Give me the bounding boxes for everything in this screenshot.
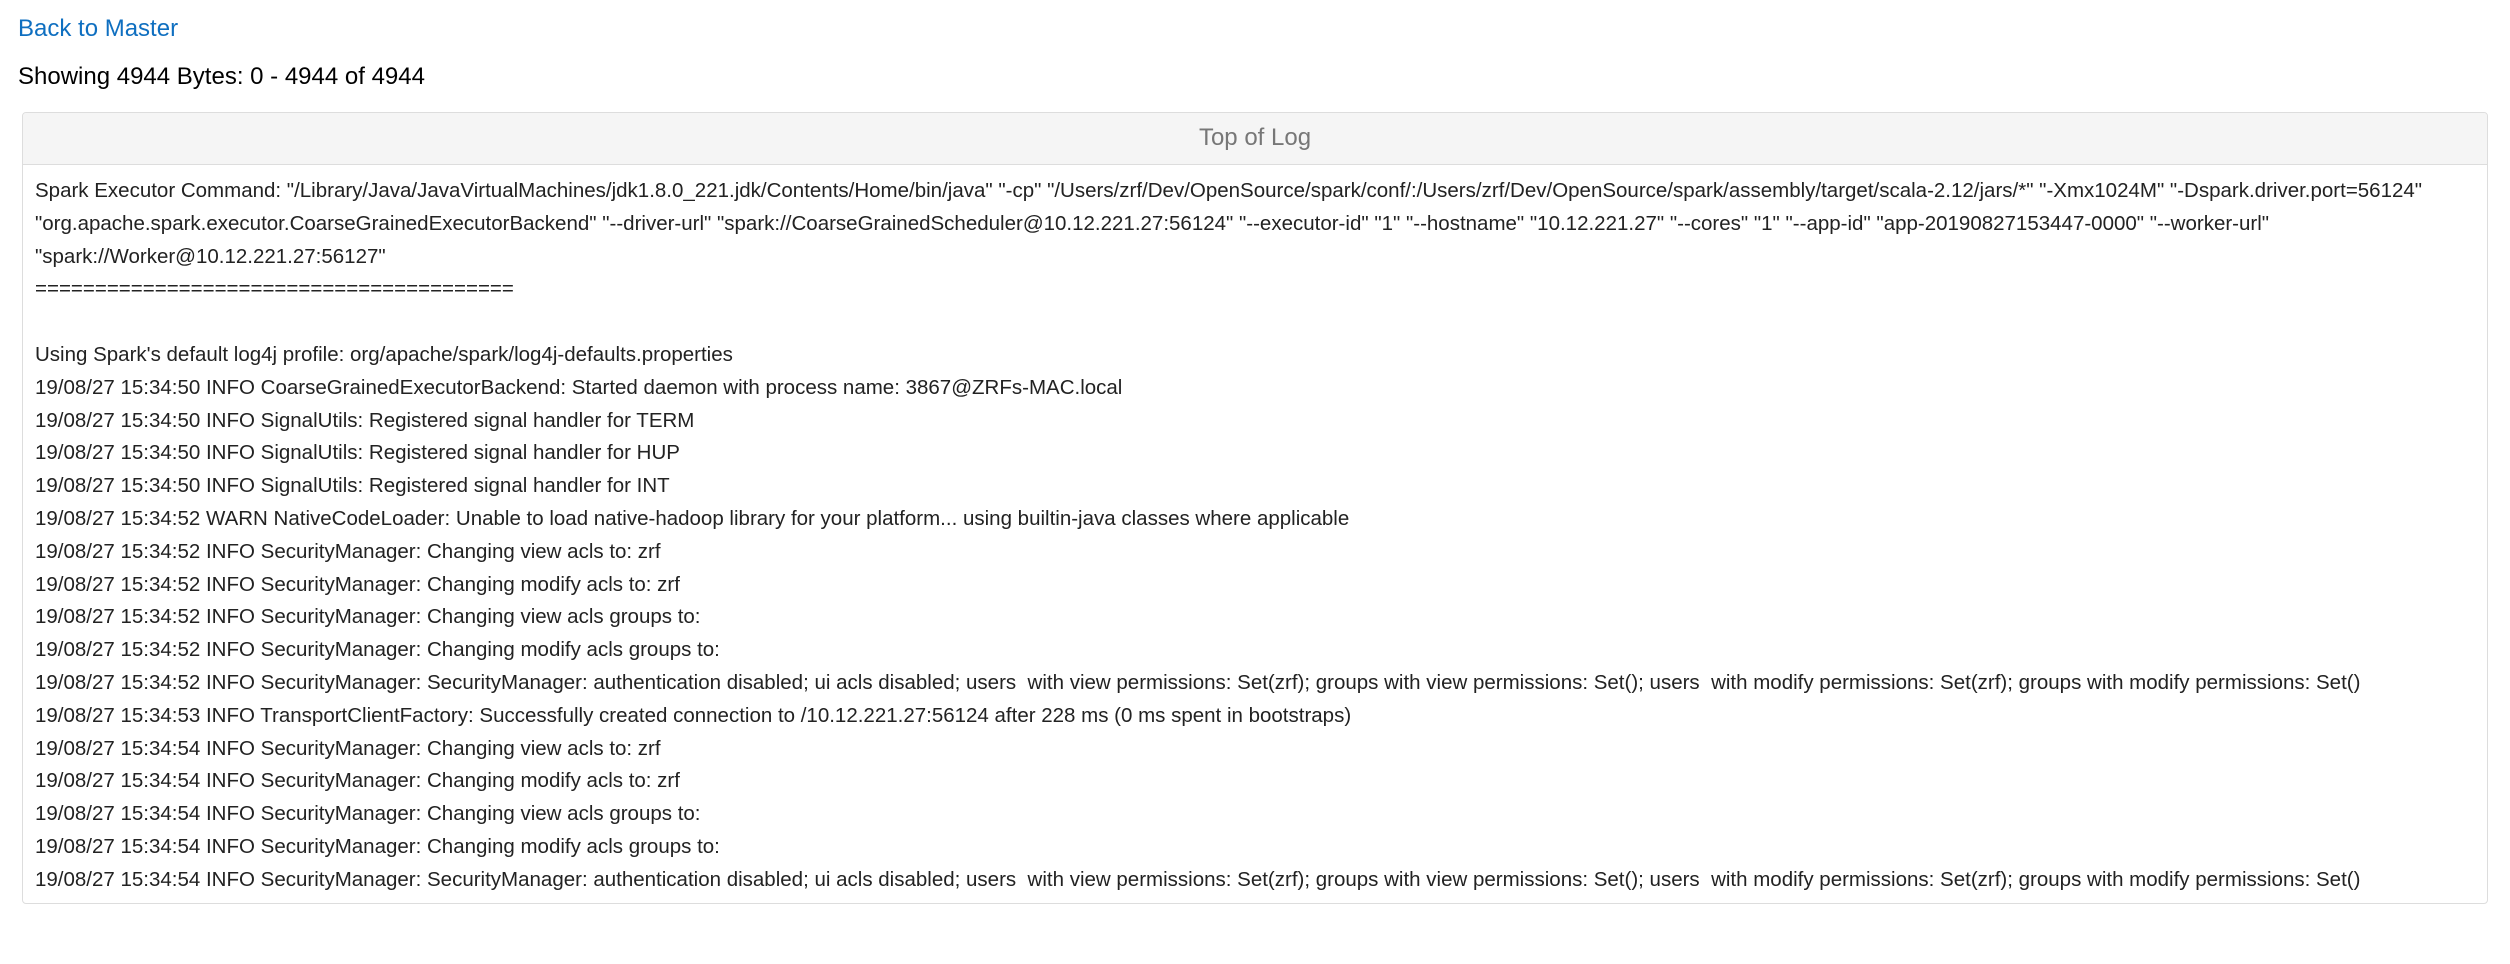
log-line: 19/08/27 15:34:52 INFO SecurityManager: Changing view acls to: zrf <box>35 539 661 563</box>
log-line: 19/08/27 15:34:50 INFO CoarseGrainedExecutorBackend: Started daemon with process name: 3867@ZRFs-MAC.local <box>35 375 1123 399</box>
log-line: ======================================== <box>35 277 514 301</box>
log-line: 19/08/27 15:34:50 INFO SignalUtils: Registered signal handler for TERM <box>35 408 695 432</box>
log-line: 19/08/27 15:34:50 INFO SignalUtils: Registered signal handler for INT <box>35 474 670 498</box>
log-line: 19/08/27 15:34:52 INFO SecurityManager: SecurityManager: authentication disabled; ui acls disabled; users with view permissions: Set(zrf); groups with view permissions: Set(); users with modify permissions: Set(zrf); groups with modify permissions: Set() <box>35 670 2361 694</box>
log-content[interactable] <box>23 165 2487 903</box>
log-line: 19/08/27 15:34:53 INFO TransportClientFactory: Successfully created connection to /10.12.221.27:56124 after 228 ms (0 ms spent in bootstraps) <box>35 703 1352 727</box>
log-line: 19/08/27 15:34:52 INFO SecurityManager: Changing modify acls groups to: <box>35 638 720 662</box>
log-line: Using Spark's default log4j profile: org/apache/spark/log4j-defaults.properties <box>35 342 733 366</box>
log-panel <box>22 112 2488 904</box>
log-line: 19/08/27 15:34:54 INFO SecurityManager: Changing view acls groups to: <box>35 802 701 826</box>
back-to-master-link[interactable]: Back to Master <box>18 15 179 42</box>
showing-bytes-status: Showing 4944 Bytes: 0 - 4944 of 4944 <box>18 63 425 90</box>
log-line: 19/08/27 15:34:54 INFO SecurityManager: Changing modify acls groups to: <box>35 834 720 858</box>
log-line: 19/08/27 15:34:54 INFO SecurityManager: SecurityManager: authentication disabled; ui acls disabled; users with view permissions: Set(zrf); groups with view permissions: Set(); users with modify permissions: Set(zrf); groups with modify permissions: Set() <box>35 867 2361 891</box>
log-line: 19/08/27 15:34:50 INFO SignalUtils: Registered signal handler for HUP <box>35 441 680 465</box>
log-line: 19/08/27 15:34:52 INFO SecurityManager: Changing modify acls to: zrf <box>35 572 680 596</box>
log-line: 19/08/27 15:34:52 INFO SecurityManager: Changing view acls groups to: <box>35 605 701 629</box>
log-line: Spark Executor Command: "/Library/Java/JavaVirtualMachines/jdk1.8.0_221.jdk/Contents/Home/bin/java" "-cp" "/Users/zrf/Dev/OpenSource/spark/conf/:/Users/zrf/Dev/OpenSource/spark/assembly/target/scala-2.12/jars/*" "-Xmx1024M" "-Dspark.driver.port=56124" "org.apache.spark.executor.CoarseGrainedExecutorBackend" "--driver-url" "spark://CoarseGrainedScheduler@10.12.221.27:56124" "--executor-id" "1" "--hostname" "10.12.221.27" "--cores" "1" "--app-id" "app-20190827153447-0000" "--worker-url" "spark://Worker@10.12.221.27:56127" <box>35 179 2428 268</box>
log-panel-header: Top of Log <box>23 113 2487 165</box>
log-line: 19/08/27 15:34:54 INFO SecurityManager: Changing view acls to: zrf <box>35 736 661 760</box>
log-line: 19/08/27 15:34:54 INFO SecurityManager: Changing modify acls to: zrf <box>35 769 680 793</box>
log-line: 19/08/27 15:34:52 WARN NativeCodeLoader: Unable to load native-hadoop library for your platform... using builtin-java classes where applicable <box>35 506 1350 530</box>
log-line <box>35 306 2475 339</box>
